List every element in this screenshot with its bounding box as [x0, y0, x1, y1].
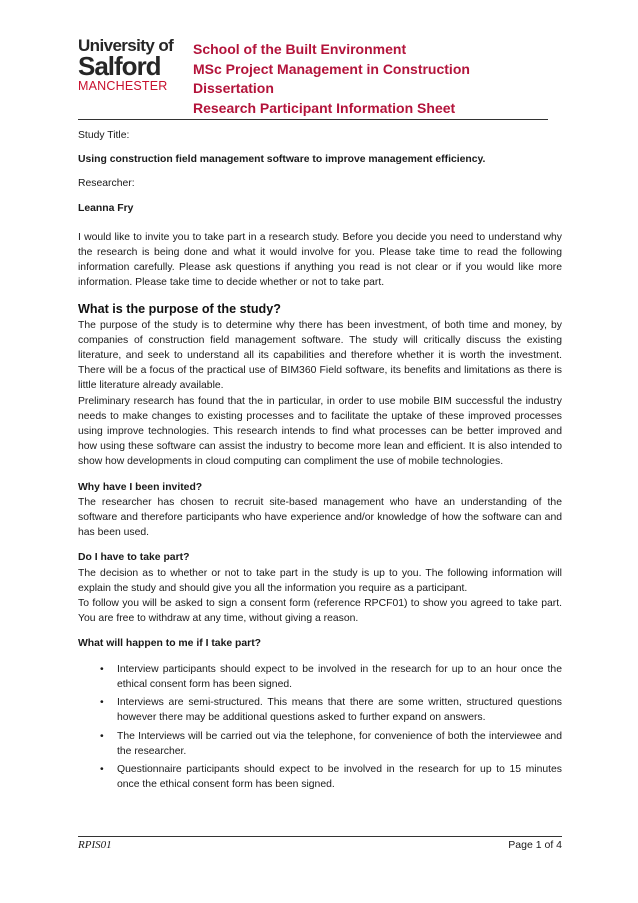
header-programme: MSc Project Management in Construction: [193, 60, 470, 77]
logo-line-2: Salford: [78, 51, 161, 81]
take-part-paragraph-1: The decision as to whether or not to take part in the study is up to you. The following information will explain the study and should give you all the information you require as a participant.: [78, 567, 562, 594]
logo-line-3: MANCHESTER: [78, 79, 168, 93]
logo-line-1: University of: [78, 36, 174, 55]
what-happens-list: [78, 662, 562, 793]
header-divider: [78, 119, 548, 120]
header-doc-title: Research Participant Information Sheet: [193, 99, 456, 116]
footer-divider: [78, 836, 562, 837]
bullet-icon: •: [100, 663, 104, 675]
bullet-icon: •: [100, 763, 104, 775]
purpose-paragraph-1: The purpose of the study is to determine why there has been investment, of both time and money, by companies of construction field management software. The study will critically discuss the existing literature, and seek to understand all its capabilities and therefore whether it is worth the investment. There will be a focus of the practical use of BIM360 Field software, its benefits and limitations as there is little literature already available.: [78, 319, 562, 392]
take-part-heading: Do I have to take part?: [78, 552, 190, 564]
study-title-label: Study Title:: [78, 130, 130, 141]
footer-page-number: Page 1 of 4: [508, 839, 562, 851]
document-header: [193, 40, 470, 118]
list-item: • Interview participants should expect to be involved in the research for up to an hour once the ethical consent form has been signed.: [100, 663, 562, 690]
bullet-icon: •: [100, 697, 104, 709]
researcher-name: Leanna Fry: [78, 202, 134, 214]
researcher-label: Researcher:: [78, 178, 135, 190]
what-happens-heading: What will happen to me if I take part?: [78, 638, 262, 650]
footer-doc-ref: RPIS01: [78, 839, 112, 851]
list-item: • Interviews are semi-structured. This means that there are some written, structured questions however there may be additional questions asked to further expand on answers.: [100, 697, 562, 724]
list-item: • The Interviews will be carried out via the telephone, for convenience of both the interviewee and the researcher.: [100, 730, 562, 757]
invited-heading: Why have I been invited?: [78, 481, 203, 493]
list-item: • Questionnaire participants should expect to be involved in the research for up to 15 minutes once the ethical consent form has been signed.: [100, 763, 562, 791]
take-part-paragraph-2: To follow you will be asked to sign a consent form (reference RPCF01) to show you agreed to take part. You are free to withdraw at any time, without giving a reason.: [78, 598, 562, 625]
purpose-heading: What is the purpose of the study?: [78, 301, 281, 316]
header-school: School of the Built Environment: [193, 41, 407, 57]
university-logo: [78, 37, 186, 93]
study-title-value: Using construction field management software to improve management efficiency.: [78, 154, 486, 166]
document-body: [78, 128, 562, 795]
intro-paragraph: I would like to invite you to take part in a research study. Before you decide you need to understand why the research is being done and what it would involve for you. Please take time to read the following information carefully. Please ask questions if anything you read is not clear or if you would like more information. Please take time to decide whether or not to take part.: [78, 231, 562, 289]
header-module: Dissertation: [193, 80, 274, 96]
invited-paragraph: The researcher has chosen to recruit site-based management who have an understanding of the software and therefore participants who have experience and/or knowledge of how the software can and has been used.: [78, 496, 562, 539]
purpose-paragraph-2: Preliminary research has found that the in particular, in order to use mobile BIM successful the industry needs to make changes to existing processes and to facilitate the uptake of these improved processes using improve technologies. This research intends to find what processes can be better improved and how using these software can assist the industry to become more lean and efficient. It is also intended to show how developments in cloud computing can compliment the use of mobile technologies.: [78, 395, 562, 468]
bullet-icon: •: [100, 730, 104, 742]
